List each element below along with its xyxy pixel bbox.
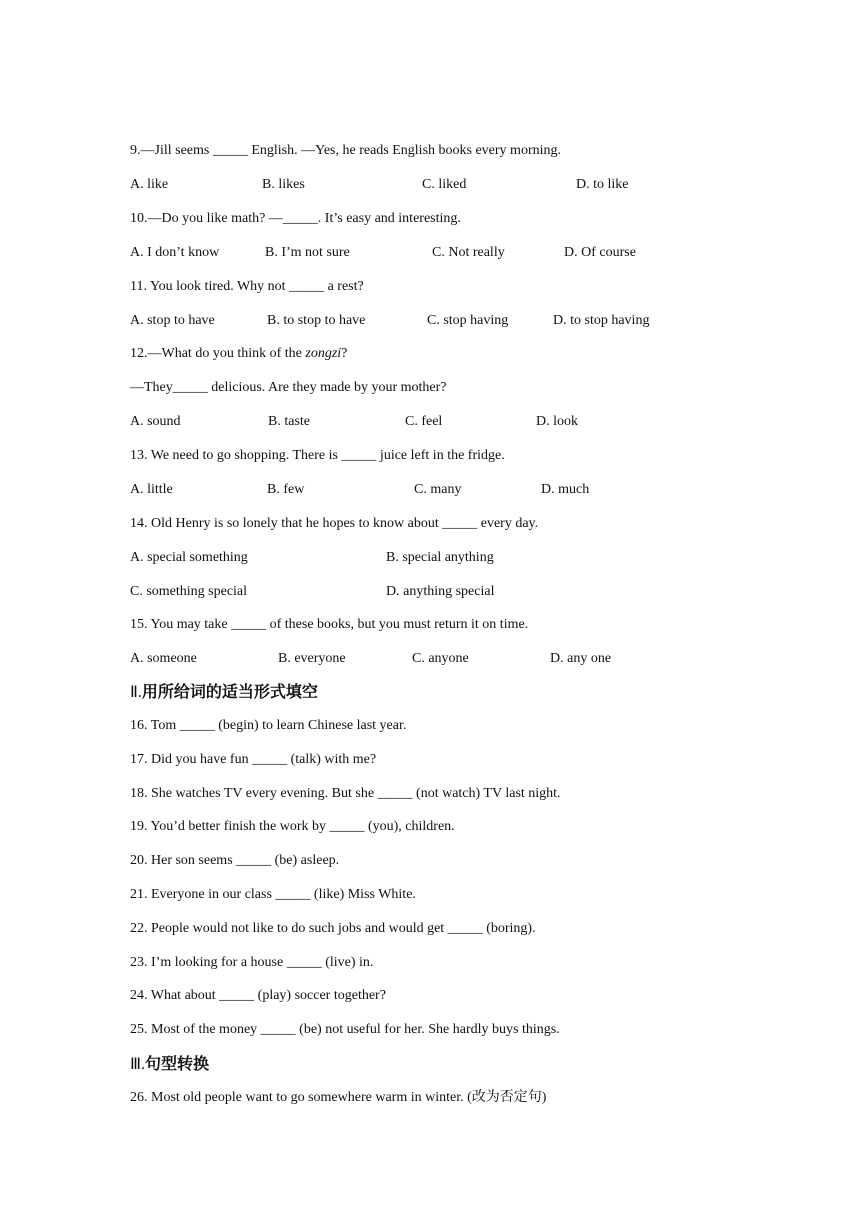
fill-question-18: 18. She watches TV every evening. But she _____ (not watch) TV last night. [130, 786, 561, 801]
fill-question-19: 19. You’d better finish the work by _____ (you), children. [130, 819, 455, 834]
question-26-stem: 26. Most old people want to go somewhere warm in winter. (改为否定句) [130, 1090, 547, 1105]
question-9-option-b: B. likes [262, 177, 305, 192]
fill-question-23: 23. I’m looking for a house _____ (live) in. [130, 955, 374, 970]
question-12-option-a: A. sound [130, 414, 181, 429]
section-2-title: 用所给词的适当形式填空 [141, 682, 318, 701]
question-12-option-b: B. taste [268, 414, 310, 429]
question-12-stem-prefix: 12.—What do you think of the [130, 346, 306, 361]
question-11-option-a: A. stop to have [130, 313, 215, 328]
fill-question-17: 17. Did you have fun _____ (talk) with me? [130, 752, 377, 767]
section-3-heading [130, 1054, 209, 1075]
question-14-stem: 14. Old Henry is so lonely that he hopes to know about _____ every day. [130, 516, 539, 531]
question-14-option-b: B. special anything [386, 550, 494, 565]
question-14-option-d: D. anything special [386, 584, 495, 599]
question-9-option-d: D. to like [576, 177, 629, 192]
section-2-heading [130, 682, 318, 703]
question-10-option-a: A. I don’t know [130, 245, 220, 260]
question-12-option-c: C. feel [405, 414, 443, 429]
question-14-option-c: C. something special [130, 584, 248, 599]
question-13-option-d: D. much [541, 482, 590, 497]
question-15-option-a: A. someone [130, 651, 197, 666]
section-3-title: 句型转换 [145, 1054, 210, 1073]
fill-question-22: 22. People would not like to do such jobs and would get _____ (boring). [130, 921, 536, 936]
question-13-stem: 13. We need to go shopping. There is _____ juice left in the fridge. [130, 448, 505, 463]
question-10-option-c: C. Not really [432, 245, 505, 260]
question-9-option-c: C. liked [422, 177, 467, 192]
question-15-option-c: C. anyone [412, 651, 469, 666]
question-11-option-b: B. to stop to have [267, 313, 366, 328]
question-12-stem [130, 345, 347, 363]
question-11-stem: 11. You look tired. Why not _____ a rest? [130, 279, 364, 294]
question-10-option-b: B. I’m not sure [265, 245, 350, 260]
fill-question-20: 20. Her son seems _____ (be) asleep. [130, 853, 340, 868]
question-12-stem-suffix: ? [341, 346, 348, 361]
question-14-option-a: A. special something [130, 550, 248, 565]
question-12-stem-italic: zongzi [305, 346, 342, 361]
question-13-option-c: C. many [414, 482, 462, 497]
fill-question-21: 21. Everyone in our class _____ (like) Miss White. [130, 887, 416, 902]
question-15-option-b: B. everyone [278, 651, 346, 666]
question-13-option-b: B. few [267, 482, 305, 497]
question-10-option-d: D. Of course [564, 245, 636, 260]
question-9-option-a: A. like [130, 177, 169, 192]
question-13-option-a: A. little [130, 482, 173, 497]
question-11-option-d: D. to stop having [553, 313, 650, 328]
section-3-numeral: Ⅲ. [130, 1056, 146, 1073]
question-15-stem: 15. You may take _____ of these books, but you must return it on time. [130, 617, 529, 632]
fill-question-25: 25. Most of the money _____ (be) not useful for her. She hardly buys things. [130, 1022, 560, 1037]
question-10-stem: 10.—Do you like math? —_____. It’s easy and interesting. [130, 211, 461, 226]
section-2-numeral: Ⅱ. [130, 684, 142, 701]
question-11-option-c: C. stop having [427, 313, 509, 328]
fill-question-24: 24. What about _____ (play) soccer together? [130, 988, 386, 1003]
question-15-option-d: D. any one [550, 651, 612, 666]
fill-question-16: 16. Tom _____ (begin) to learn Chinese last year. [130, 718, 407, 733]
question-12-option-d: D. look [536, 414, 578, 429]
question-12-stem-second-line: —They_____ delicious. Are they made by your mother? [130, 380, 447, 395]
question-9-stem: 9.—Jill seems _____ English. —Yes, he reads English books every morning. [130, 143, 561, 158]
